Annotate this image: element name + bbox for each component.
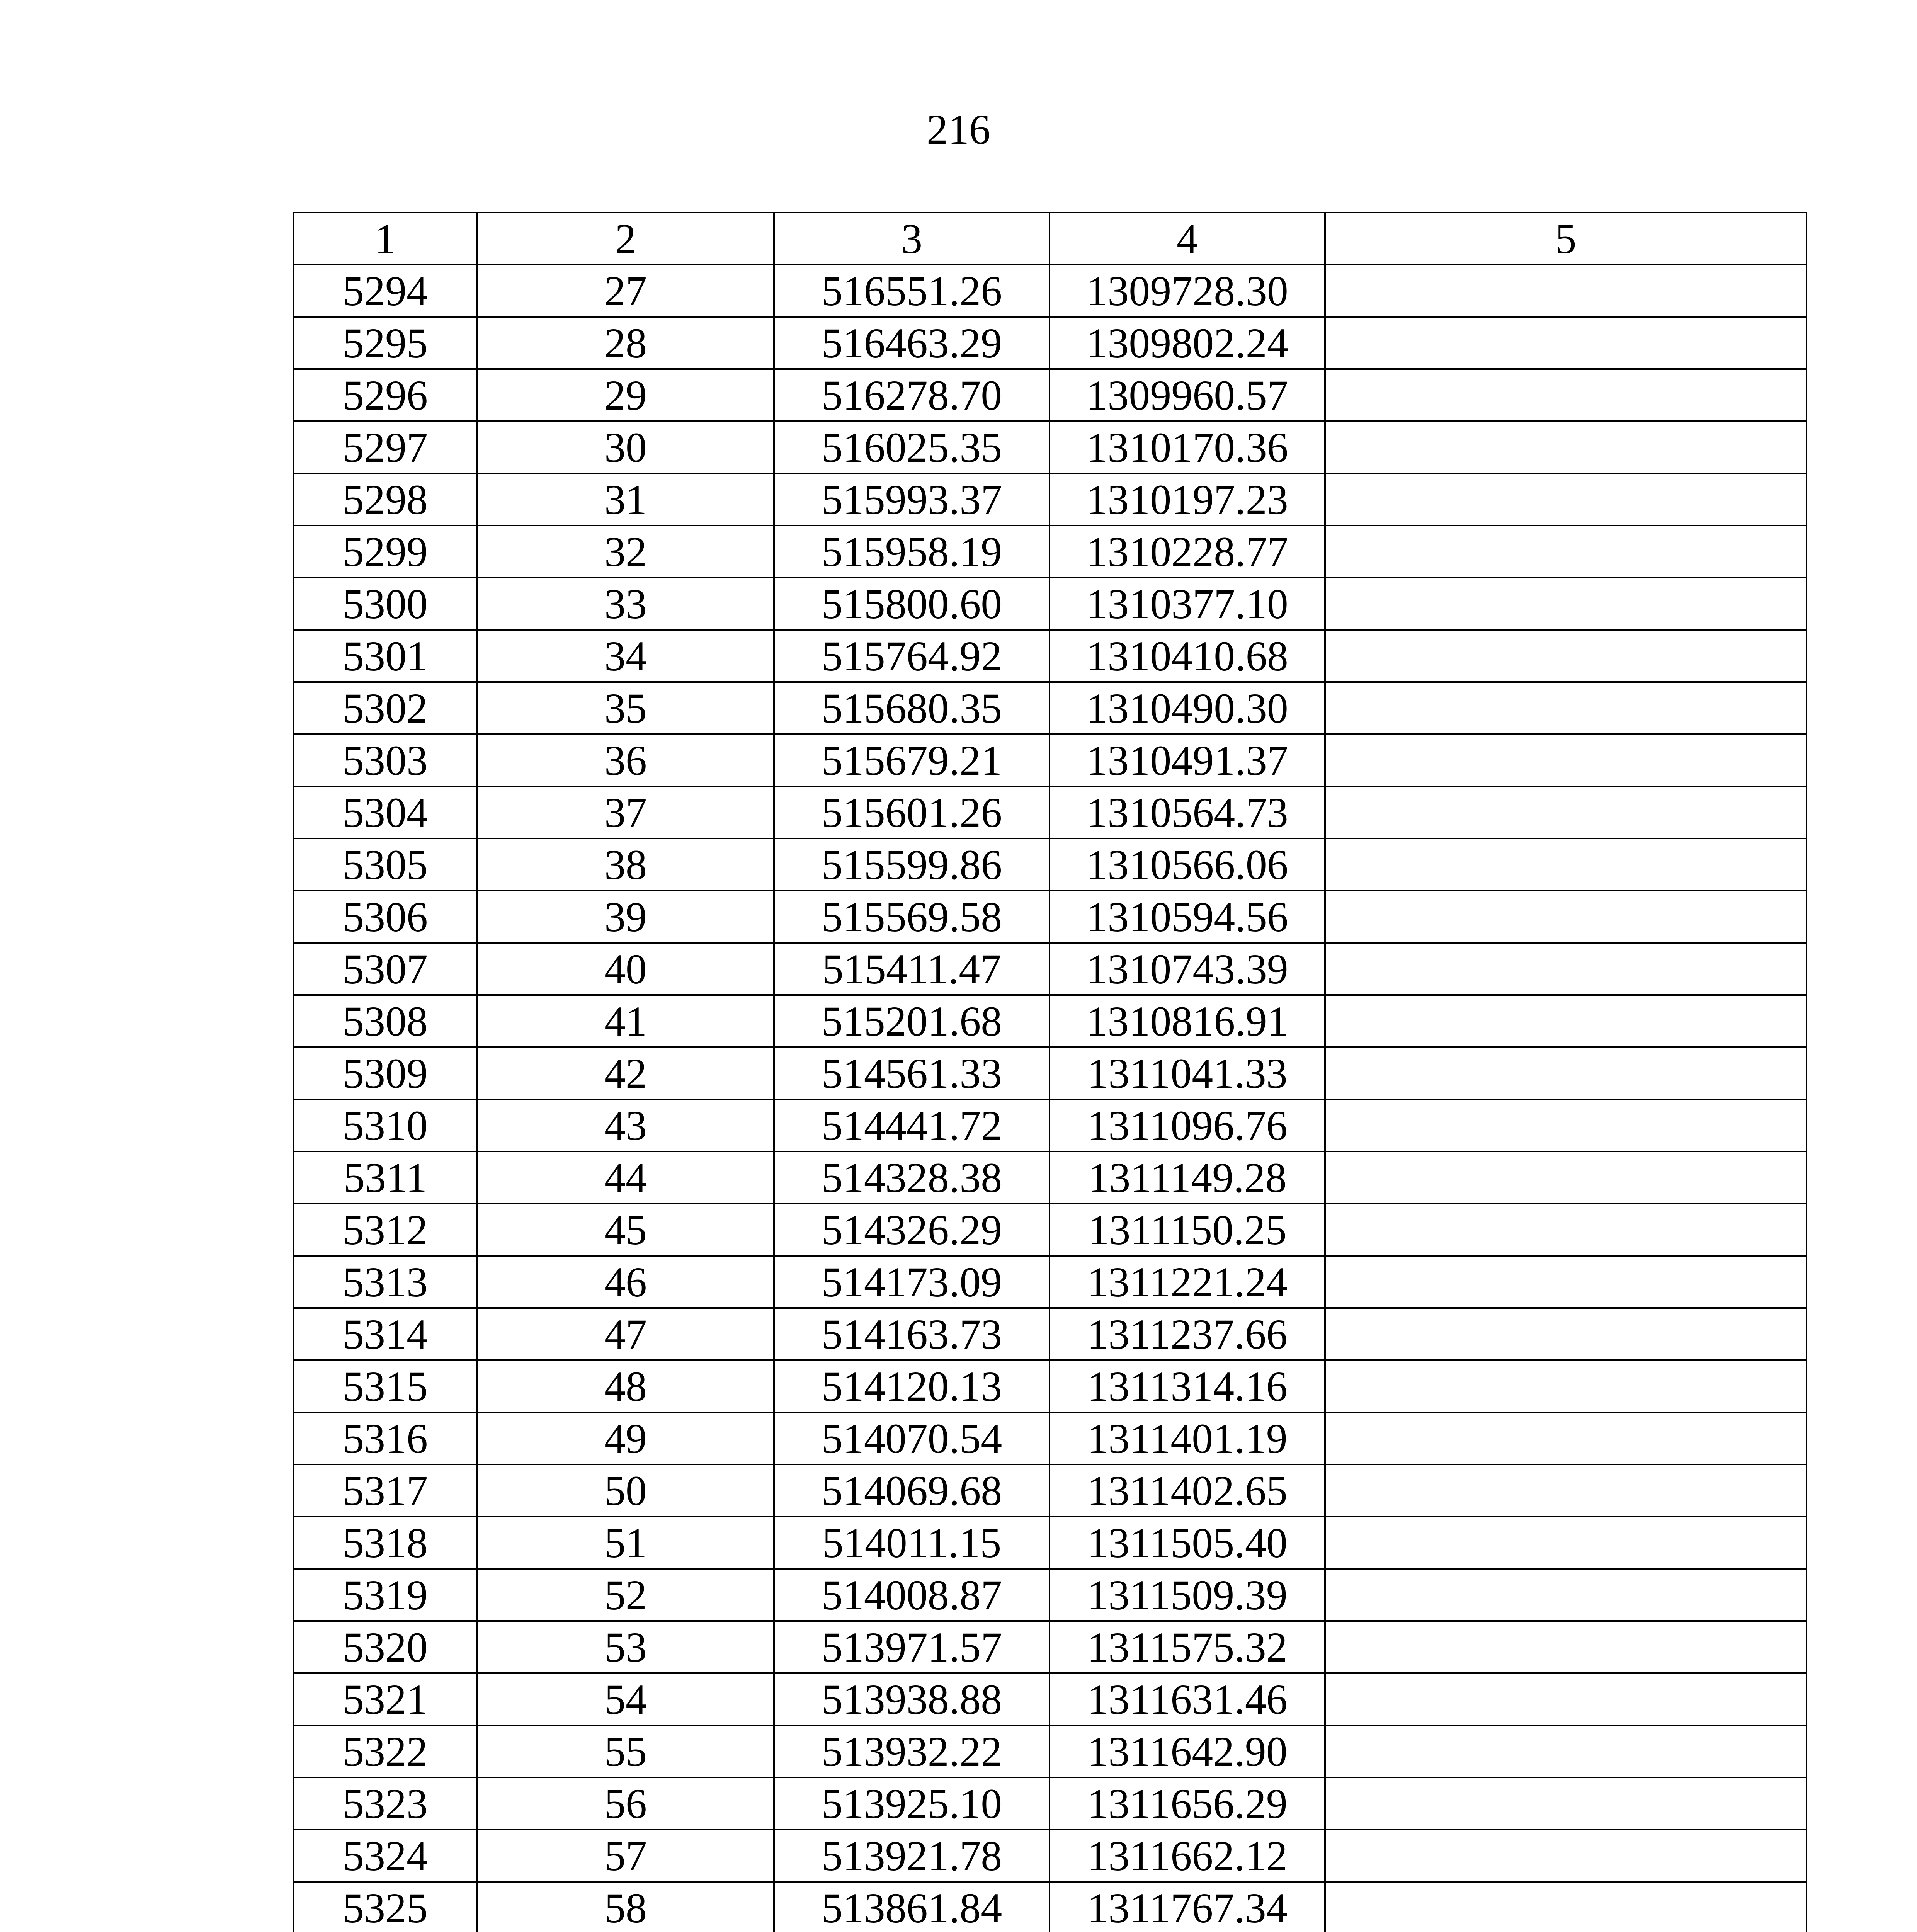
table-cell-col-1: 5323 — [293, 1777, 477, 1830]
table-cell-col-5 — [1325, 369, 1806, 421]
table-cell-col-2: 32 — [477, 526, 774, 578]
table-cell-col-3: 515201.68 — [774, 995, 1050, 1047]
table-cell-col-5 — [1325, 943, 1806, 995]
table-cell-col-4: 1310566.06 — [1050, 838, 1325, 891]
table-cell-col-3: 514120.13 — [774, 1360, 1050, 1412]
table-cell-col-2: 49 — [477, 1412, 774, 1464]
table-cell-col-2: 52 — [477, 1569, 774, 1621]
table-cell-col-4: 1309802.24 — [1050, 317, 1325, 369]
table-cell-col-1: 5320 — [293, 1621, 477, 1673]
table-row — [293, 1099, 1806, 1151]
table-cell-col-1: 5318 — [293, 1517, 477, 1569]
table-cell-col-5 — [1325, 1360, 1806, 1412]
table-cell-col-2: 41 — [477, 995, 774, 1047]
table-cell-col-2: 28 — [477, 317, 774, 369]
table-cell-col-3: 515680.35 — [774, 682, 1050, 734]
table-cell-col-4: 1310170.36 — [1050, 421, 1325, 473]
table-cell-col-2: 50 — [477, 1464, 774, 1517]
table-cell-col-3: 514328.38 — [774, 1151, 1050, 1204]
table-row — [293, 369, 1806, 421]
table-cell-col-2: 29 — [477, 369, 774, 421]
table-cell-col-1: 5325 — [293, 1882, 477, 1932]
table-cell-col-5 — [1325, 473, 1806, 526]
table-cell-col-1: 5294 — [293, 265, 477, 317]
table-cell-col-4: 1311767.34 — [1050, 1882, 1325, 1932]
table-cell-col-3: 513938.88 — [774, 1673, 1050, 1725]
table-cell-col-5 — [1325, 786, 1806, 838]
table-cell-col-2: 55 — [477, 1725, 774, 1777]
table-cell-col-1: 5306 — [293, 891, 477, 943]
table-row — [293, 891, 1806, 943]
table-cell-col-1: 5319 — [293, 1569, 477, 1621]
table-cell-col-5 — [1325, 1517, 1806, 1569]
table-row — [293, 317, 1806, 369]
table-cell-col-4: 1310490.30 — [1050, 682, 1325, 734]
table-cell-col-5 — [1325, 1830, 1806, 1882]
table-cell-col-2: 46 — [477, 1256, 774, 1308]
table-cell-col-1: 5297 — [293, 421, 477, 473]
table-row — [293, 1569, 1806, 1621]
table-cell-col-5 — [1325, 1099, 1806, 1151]
table-row — [293, 421, 1806, 473]
table-cell-col-3: 514011.15 — [774, 1517, 1050, 1569]
table-row — [293, 786, 1806, 838]
table-cell-col-1: 5298 — [293, 473, 477, 526]
table-cell-col-2: 45 — [477, 1204, 774, 1256]
table-cell-col-3: 513921.78 — [774, 1830, 1050, 1882]
table-cell-col-4: 1309728.30 — [1050, 265, 1325, 317]
table-cell-col-3: 516463.29 — [774, 317, 1050, 369]
table-cell-col-3: 515601.26 — [774, 786, 1050, 838]
table-cell-col-3: 515764.92 — [774, 630, 1050, 682]
table-cell-col-5 — [1325, 1256, 1806, 1308]
table-cell-col-2: 38 — [477, 838, 774, 891]
table-cell-col-4: 1311237.66 — [1050, 1308, 1325, 1360]
table-cell-col-3: 514070.54 — [774, 1412, 1050, 1464]
column-header-1: 1 — [293, 213, 477, 265]
table-cell-col-2: 33 — [477, 578, 774, 630]
table-cell-col-3: 514173.09 — [774, 1256, 1050, 1308]
table-cell-col-5 — [1325, 891, 1806, 943]
table-cell-col-5 — [1325, 317, 1806, 369]
table-cell-col-4: 1310491.37 — [1050, 734, 1325, 786]
table-cell-col-2: 57 — [477, 1830, 774, 1882]
table-cell-col-3: 515599.86 — [774, 838, 1050, 891]
table-cell-col-1: 5321 — [293, 1673, 477, 1725]
table-cell-col-5 — [1325, 630, 1806, 682]
table-row — [293, 1882, 1806, 1932]
table-cell-col-3: 514441.72 — [774, 1099, 1050, 1151]
table-cell-col-1: 5295 — [293, 317, 477, 369]
table-cell-col-1: 5303 — [293, 734, 477, 786]
table-cell-col-4: 1311662.12 — [1050, 1830, 1325, 1882]
table-row — [293, 682, 1806, 734]
table-row — [293, 1777, 1806, 1830]
table-cell-col-4: 1310410.68 — [1050, 630, 1325, 682]
table-cell-col-4: 1310228.77 — [1050, 526, 1325, 578]
table-cell-col-1: 5305 — [293, 838, 477, 891]
table-cell-col-2: 35 — [477, 682, 774, 734]
table-cell-col-3: 513861.84 — [774, 1882, 1050, 1932]
table-cell-col-4: 1311314.16 — [1050, 1360, 1325, 1412]
table-cell-col-3: 515993.37 — [774, 473, 1050, 526]
table-cell-col-4: 1310197.23 — [1050, 473, 1325, 526]
table-row — [293, 1151, 1806, 1204]
table-cell-col-5 — [1325, 578, 1806, 630]
table-cell-col-3: 514163.73 — [774, 1308, 1050, 1360]
table-cell-col-3: 513932.22 — [774, 1725, 1050, 1777]
table-cell-col-4: 1310743.39 — [1050, 943, 1325, 995]
table-cell-col-3: 514008.87 — [774, 1569, 1050, 1621]
table-cell-col-4: 1310594.56 — [1050, 891, 1325, 943]
table-cell-col-5 — [1325, 1464, 1806, 1517]
table-row — [293, 578, 1806, 630]
table-row — [293, 943, 1806, 995]
table-cell-col-4: 1310377.10 — [1050, 578, 1325, 630]
table-cell-col-3: 513925.10 — [774, 1777, 1050, 1830]
table-cell-col-2: 30 — [477, 421, 774, 473]
table-cell-col-5 — [1325, 1151, 1806, 1204]
table-cell-col-1: 5315 — [293, 1360, 477, 1412]
table-cell-col-3: 515569.58 — [774, 891, 1050, 943]
table-cell-col-2: 47 — [477, 1308, 774, 1360]
table-cell-col-5 — [1325, 682, 1806, 734]
table-cell-col-3: 514069.68 — [774, 1464, 1050, 1517]
table-row — [293, 1047, 1806, 1099]
table-cell-col-1: 5311 — [293, 1151, 477, 1204]
table-cell-col-2: 39 — [477, 891, 774, 943]
table-row — [293, 1517, 1806, 1569]
table-row — [293, 1256, 1806, 1308]
table-row — [293, 1830, 1806, 1882]
table-header — [293, 213, 1806, 265]
table-cell-col-4: 1311041.33 — [1050, 1047, 1325, 1099]
table-row — [293, 838, 1806, 891]
table-row — [293, 1412, 1806, 1464]
table-cell-col-1: 5304 — [293, 786, 477, 838]
table-cell-col-4: 1311096.76 — [1050, 1099, 1325, 1151]
table-cell-col-4: 1311149.28 — [1050, 1151, 1325, 1204]
table-cell-col-5 — [1325, 1412, 1806, 1464]
table-row — [293, 1673, 1806, 1725]
table-cell-col-2: 27 — [477, 265, 774, 317]
table-cell-col-3: 513971.57 — [774, 1621, 1050, 1673]
table-cell-col-4: 1311642.90 — [1050, 1725, 1325, 1777]
table-cell-col-3: 516025.35 — [774, 421, 1050, 473]
table-cell-col-1: 5307 — [293, 943, 477, 995]
table-cell-col-2: 58 — [477, 1882, 774, 1932]
table-row — [293, 1308, 1806, 1360]
table-cell-col-2: 56 — [477, 1777, 774, 1830]
table-cell-col-2: 34 — [477, 630, 774, 682]
table-cell-col-1: 5299 — [293, 526, 477, 578]
table-body — [293, 265, 1806, 1932]
table-cell-col-2: 40 — [477, 943, 774, 995]
table-row — [293, 995, 1806, 1047]
table-cell-col-2: 37 — [477, 786, 774, 838]
column-header-2: 2 — [477, 213, 774, 265]
table-cell-col-2: 36 — [477, 734, 774, 786]
table-row — [293, 1360, 1806, 1412]
column-header-5: 5 — [1325, 213, 1806, 265]
table-cell-col-2: 43 — [477, 1099, 774, 1151]
table-cell-col-5 — [1325, 1673, 1806, 1725]
table-cell-col-1: 5301 — [293, 630, 477, 682]
table-row — [293, 1464, 1806, 1517]
table-cell-col-3: 515411.47 — [774, 943, 1050, 995]
page-number: 216 — [927, 106, 990, 153]
table-cell-col-5 — [1325, 1047, 1806, 1099]
table-cell-col-5 — [1325, 1725, 1806, 1777]
column-header-3: 3 — [774, 213, 1050, 265]
table-cell-col-5 — [1325, 526, 1806, 578]
table-row — [293, 1725, 1806, 1777]
table-cell-col-5 — [1325, 265, 1806, 317]
table-cell-col-4: 1311631.46 — [1050, 1673, 1325, 1725]
table-cell-col-4: 1311656.29 — [1050, 1777, 1325, 1830]
table-cell-col-1: 5317 — [293, 1464, 477, 1517]
table-cell-col-2: 53 — [477, 1621, 774, 1673]
table-cell-col-5 — [1325, 1621, 1806, 1673]
table-row — [293, 734, 1806, 786]
table-cell-col-1: 5313 — [293, 1256, 477, 1308]
table-cell-col-1: 5324 — [293, 1830, 477, 1882]
table-cell-col-1: 5300 — [293, 578, 477, 630]
table-cell-col-3: 514326.29 — [774, 1204, 1050, 1256]
table-row — [293, 630, 1806, 682]
table-cell-col-5 — [1325, 1777, 1806, 1830]
table-cell-col-1: 5312 — [293, 1204, 477, 1256]
table-cell-col-5 — [1325, 1882, 1806, 1932]
table-cell-col-5 — [1325, 1308, 1806, 1360]
table-cell-col-1: 5309 — [293, 1047, 477, 1099]
table-cell-col-1: 5296 — [293, 369, 477, 421]
table-cell-col-3: 515800.60 — [774, 578, 1050, 630]
coordinates-table — [293, 212, 1807, 1932]
table-cell-col-2: 42 — [477, 1047, 774, 1099]
table-cell-col-4: 1311509.39 — [1050, 1569, 1325, 1621]
table-cell-col-4: 1310564.73 — [1050, 786, 1325, 838]
table-cell-col-2: 48 — [477, 1360, 774, 1412]
table-cell-col-1: 5302 — [293, 682, 477, 734]
table-cell-col-4: 1309960.57 — [1050, 369, 1325, 421]
table-cell-col-3: 516278.70 — [774, 369, 1050, 421]
table-row — [293, 473, 1806, 526]
table-cell-col-3: 515958.19 — [774, 526, 1050, 578]
table-cell-col-4: 1311401.19 — [1050, 1412, 1325, 1464]
table-cell-col-4: 1311505.40 — [1050, 1517, 1325, 1569]
table-cell-col-3: 514561.33 — [774, 1047, 1050, 1099]
table-cell-col-4: 1311402.65 — [1050, 1464, 1325, 1517]
table-cell-col-1: 5310 — [293, 1099, 477, 1151]
column-header-4: 4 — [1050, 213, 1325, 265]
table-cell-col-5 — [1325, 995, 1806, 1047]
table-cell-col-1: 5316 — [293, 1412, 477, 1464]
table-cell-col-1: 5322 — [293, 1725, 477, 1777]
table-cell-col-2: 44 — [477, 1151, 774, 1204]
table-cell-col-3: 515679.21 — [774, 734, 1050, 786]
table-cell-col-2: 51 — [477, 1517, 774, 1569]
table-cell-col-5 — [1325, 838, 1806, 891]
table-cell-col-4: 1311575.32 — [1050, 1621, 1325, 1673]
table-cell-col-5 — [1325, 421, 1806, 473]
table-cell-col-3: 516551.26 — [774, 265, 1050, 317]
table-cell-col-5 — [1325, 1569, 1806, 1621]
table-cell-col-4: 1311150.25 — [1050, 1204, 1325, 1256]
header-row — [293, 213, 1806, 265]
table-cell-col-4: 1311221.24 — [1050, 1256, 1325, 1308]
table-cell-col-1: 5314 — [293, 1308, 477, 1360]
table-row — [293, 526, 1806, 578]
table-cell-col-1: 5308 — [293, 995, 477, 1047]
table-cell-col-2: 31 — [477, 473, 774, 526]
table-cell-col-2: 54 — [477, 1673, 774, 1725]
table-cell-col-5 — [1325, 1204, 1806, 1256]
table-cell-col-5 — [1325, 734, 1806, 786]
table-row — [293, 1204, 1806, 1256]
table-cell-col-4: 1310816.91 — [1050, 995, 1325, 1047]
table-row — [293, 1621, 1806, 1673]
table-row — [293, 265, 1806, 317]
